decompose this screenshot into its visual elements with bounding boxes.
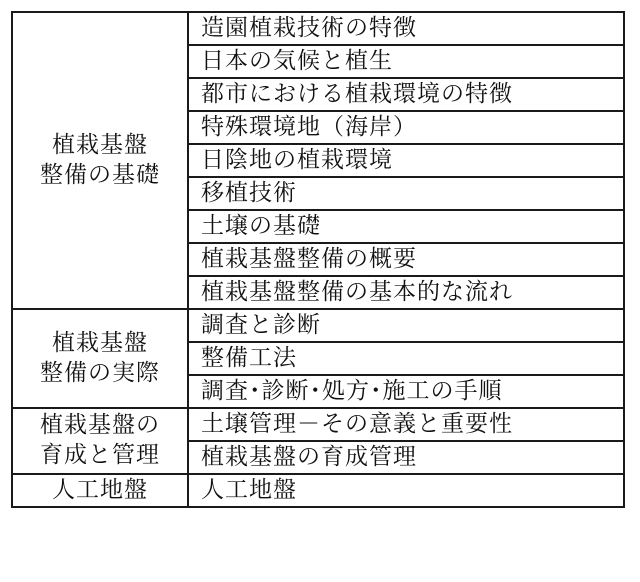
category-title-line: 人工地盤 — [52, 476, 148, 503]
topic-cell: 人工地盤 — [188, 474, 624, 507]
topic-cell: 土壌管理－その意義と重要性 — [188, 408, 624, 441]
table-row — [12, 474, 624, 507]
category-title-line: 植栽基盤の — [40, 412, 160, 439]
topic-cell: 調査･診断･処方･施工の手順 — [188, 375, 624, 408]
category-title-line: 植栽基盤 — [52, 329, 148, 356]
topic-cell: 日陰地の植栽環境 — [188, 144, 624, 177]
topic-cell: 土壌の基礎 — [188, 210, 624, 243]
category-cell — [12, 309, 188, 408]
curriculum-table-body — [12, 12, 624, 507]
category-title-line: 整備の基礎 — [40, 161, 160, 188]
topic-cell: 特殊環境地（海岸） — [188, 111, 624, 144]
category-title-line: 植栽基盤 — [52, 131, 148, 158]
category-cell — [12, 474, 188, 507]
category-title-line: 育成と管理 — [40, 442, 160, 468]
topic-cell: 整備工法 — [188, 342, 624, 375]
table-row — [12, 12, 624, 45]
category-cell — [12, 408, 188, 474]
category-cell — [12, 12, 188, 309]
topic-cell: 移植技術 — [188, 177, 624, 210]
table-row — [12, 309, 624, 342]
topic-cell: 植栽基盤の育成管理 — [188, 441, 624, 474]
topic-cell: 植栽基盤整備の基本的な流れ — [188, 276, 624, 309]
category-title-line: 整備の実際 — [40, 359, 160, 386]
topic-cell: 植栽基盤整備の概要 — [188, 243, 624, 276]
curriculum-table — [11, 11, 625, 508]
topic-cell: 日本の気候と植生 — [188, 45, 624, 78]
topic-cell: 造園植栽技術の特徴 — [188, 12, 624, 45]
topic-cell: 調査と診断 — [188, 309, 624, 342]
topic-cell: 都市における植栽環境の特徴 — [188, 78, 624, 111]
table-row — [12, 408, 624, 441]
